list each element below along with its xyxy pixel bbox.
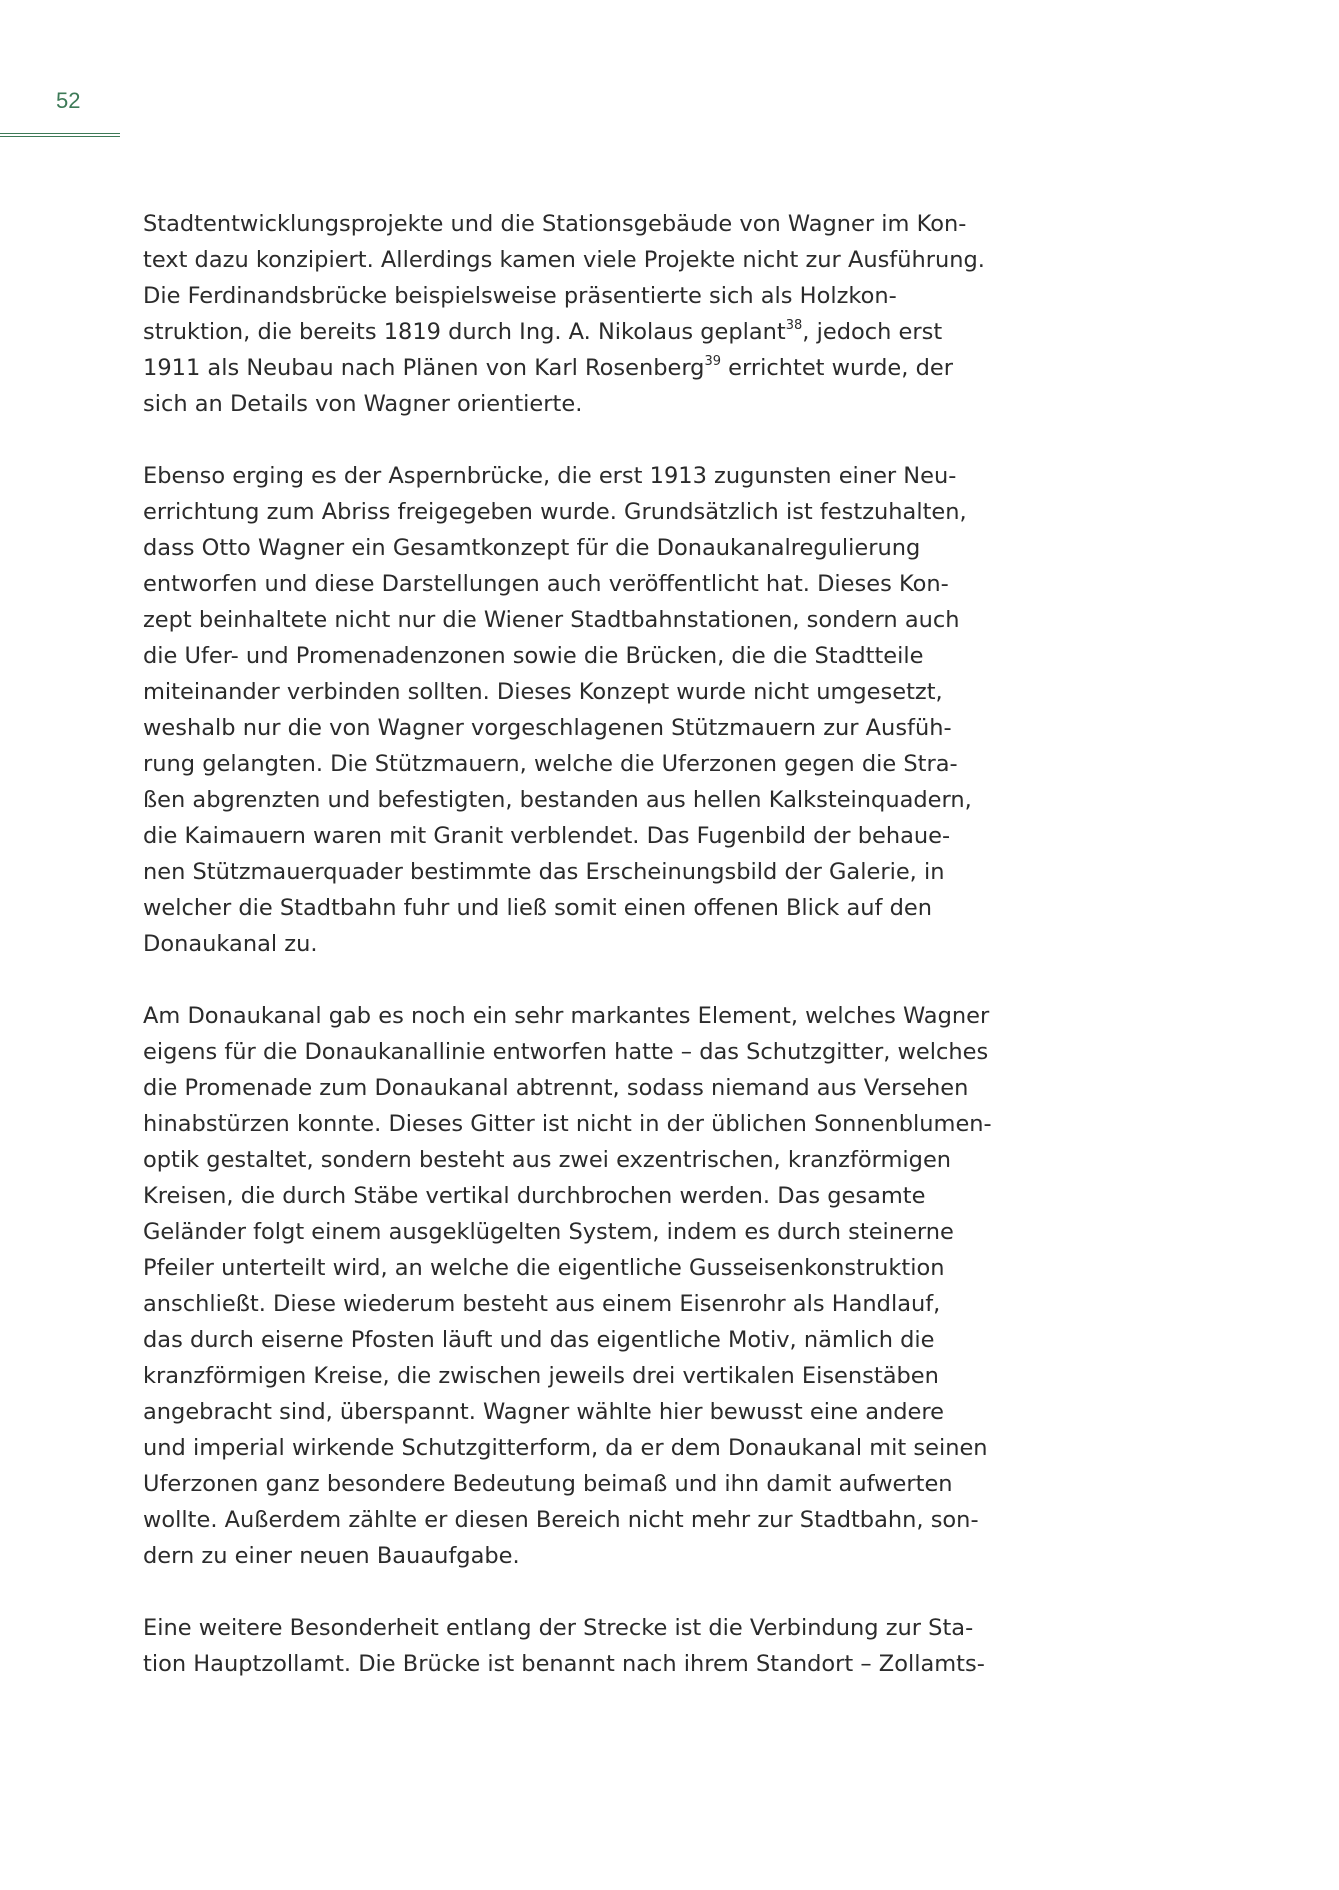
text-line: rung gelangten. Die Stützmauern, welche die Uferzonen gegen die Stra-	[143, 751, 958, 777]
text-line: angebracht sind, überspannt. Wagner wählte hier bewusst eine andere	[143, 1399, 944, 1425]
footnote-reference: 39	[704, 354, 722, 369]
text-segment: struktion, die bereits 1819 durch Ing. A. Nikolaus geplant	[143, 319, 786, 345]
text-line: anschließt. Diese wiederum besteht aus einem Eisenrohr als Handlauf,	[143, 1291, 941, 1317]
text-line: sich an Details von Wagner orientierte.	[143, 391, 583, 417]
text-line: welcher die Stadtbahn fuhr und ließ somit einen offenen Blick auf den	[143, 895, 932, 921]
text-line: weshalb nur die von Wagner vorgeschlagenen Stützmauern zur Ausfüh-	[143, 715, 952, 741]
text-line: wollte. Außerdem zählte er diesen Bereich nicht mehr zur Stadtbahn, son-	[143, 1507, 979, 1533]
text-line: miteinander verbinden sollten. Dieses Konzept wurde nicht umgesetzt,	[143, 679, 943, 705]
text-line: zept beinhaltete nicht nur die Wiener Stadtbahnstationen, sondern auch	[143, 607, 960, 633]
text-line: Pfeiler unterteilt wird, an welche die eigentliche Gusseisenkonstruktion	[143, 1255, 945, 1281]
text-segment: errichtet wurde, der	[721, 355, 953, 381]
text-line: nen Stützmauerquader bestimmte das Erscheinungsbild der Galerie, in	[143, 859, 945, 885]
text-line: die Promenade zum Donaukanal abtrennt, sodass niemand aus Versehen	[143, 1075, 969, 1101]
text-segment: , jedoch erst	[802, 319, 943, 345]
text-segment: 1911 als Neubau nach Plänen von Karl Rosenberg	[143, 355, 705, 381]
paragraph	[143, 1610, 1043, 1682]
text-line	[143, 350, 1043, 386]
text-line: Die Ferdinandsbrücke beispielsweise präsentierte sich als Holzkon-	[143, 283, 897, 309]
footnote-reference: 38	[785, 318, 803, 333]
text-line: Stadtentwicklungsprojekte und die Stationsgebäude von Wagner im Kon-	[143, 211, 967, 237]
text-line: die Kaimauern waren mit Granit verblendet. Das Fugenbild der behaue-	[143, 823, 951, 849]
text-line: hinabstürzen konnte. Dieses Gitter ist nicht in der üblichen Sonnenblumen-	[143, 1111, 992, 1137]
text-line: kranzförmigen Kreise, die zwischen jeweils drei vertikalen Eisenstäben	[143, 1363, 939, 1389]
text-line: Donaukanal zu.	[143, 931, 318, 957]
text-line: die Ufer- und Promenadenzonen sowie die Brücken, die die Stadtteile	[143, 643, 924, 669]
text-line: optik gestaltet, sondern besteht aus zwei exzentrischen, kranzförmigen	[143, 1147, 952, 1173]
text-line: Geländer folgt einem ausgeklügelten System, indem es durch steinerne	[143, 1219, 954, 1245]
text-line: Eine weitere Besonderheit entlang der Strecke ist die Verbindung zur Sta-	[143, 1615, 974, 1641]
text-line: Kreisen, die durch Stäbe vertikal durchbrochen werden. Das gesamte	[143, 1183, 926, 1209]
text-line: tion Hauptzollamt. Die Brücke ist benannt nach ihrem Standort – Zollamts-	[143, 1651, 985, 1677]
text-line: text dazu konzipiert. Allerdings kamen viele Projekte nicht zur Ausführung.	[143, 247, 985, 273]
paragraph	[143, 998, 1043, 1574]
text-line: Ebenso erging es der Aspernbrücke, die erst 1913 zugunsten einer Neu-	[143, 463, 957, 489]
text-line: errichtung zum Abriss freigegeben wurde. Grundsätzlich ist festzuhalten,	[143, 499, 967, 525]
body-text	[143, 206, 1043, 1718]
text-line: Am Donaukanal gab es noch ein sehr markantes Element, welches Wagner	[143, 1003, 990, 1029]
page-number: 52	[56, 88, 81, 113]
text-line: dern zu einer neuen Bauaufgabe.	[143, 1543, 520, 1569]
text-line	[143, 314, 1043, 350]
text-line: eigens für die Donaukanallinie entworfen hatte – das Schutzgitter, welches	[143, 1039, 989, 1065]
paragraph	[143, 206, 1043, 422]
text-line: Uferzonen ganz besondere Bedeutung beimaß und ihn damit aufwerten	[143, 1471, 953, 1497]
header-rule	[0, 133, 120, 137]
text-line: und imperial wirkende Schutzgitterform, da er dem Donaukanal mit seinen	[143, 1435, 988, 1461]
text-line: entworfen und diese Darstellungen auch veröffentlicht hat. Dieses Kon-	[143, 571, 949, 597]
paragraph	[143, 458, 1043, 962]
text-line: dass Otto Wagner ein Gesamtkonzept für die Donaukanalregulierung	[143, 535, 921, 561]
text-line: das durch eiserne Pfosten läuft und das eigentliche Motiv, nämlich die	[143, 1327, 935, 1353]
text-line: ßen abgrenzten und befestigten, bestanden aus hellen Kalksteinquadern,	[143, 787, 972, 813]
